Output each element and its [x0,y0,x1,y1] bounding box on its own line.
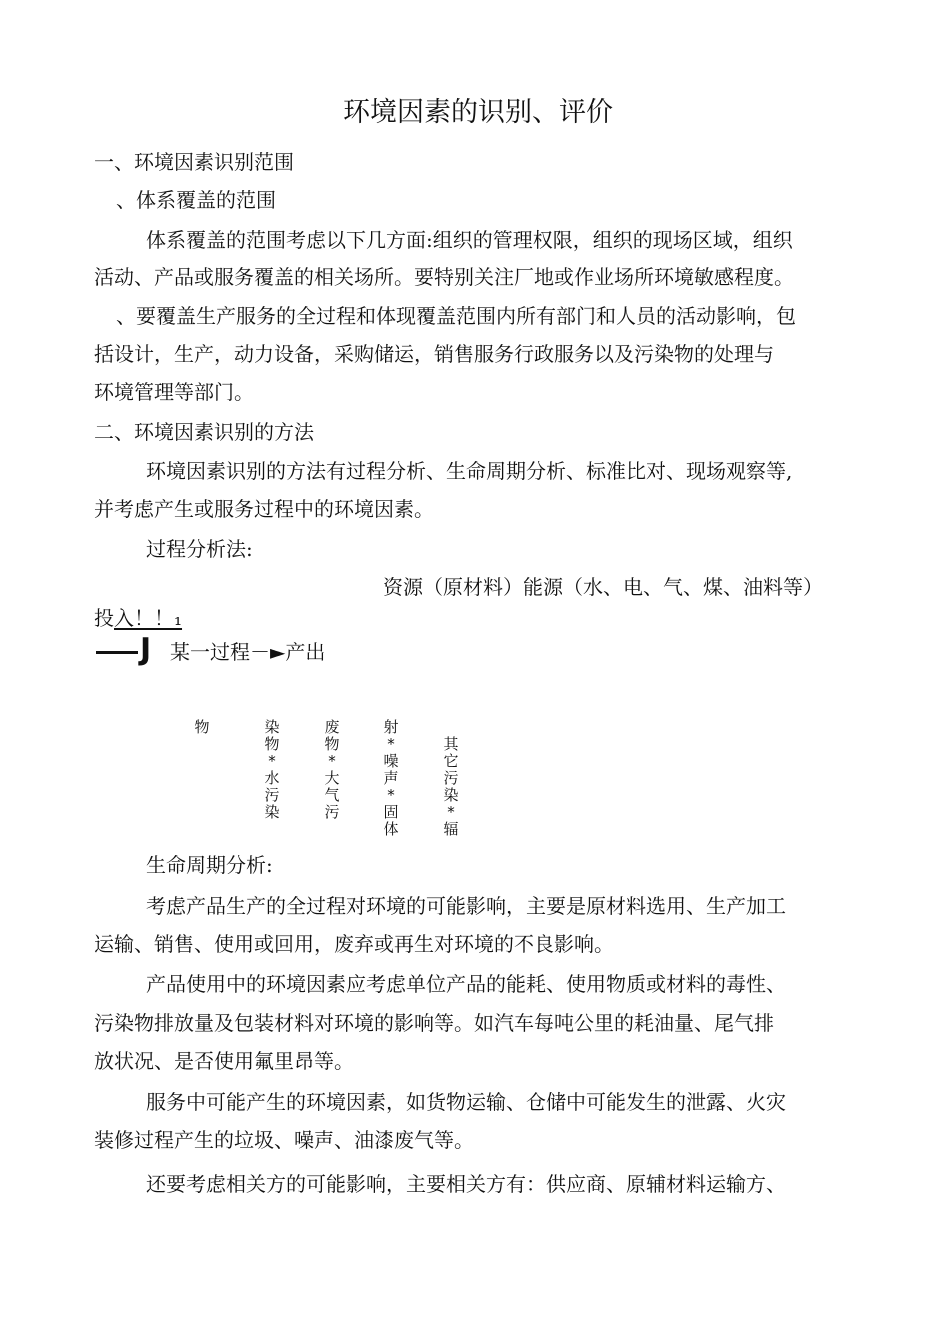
input-underlined: 入！！₁ [114,606,183,630]
paragraph-6-line-1: 服务中可能产生的环境因素，如货物运输、仓储中可能发生的泄露、火灾 [146,1090,786,1114]
paragraph-2-line-3: 环境管理等部门。 [94,380,254,404]
lifecycle-label: 生命周期分析: [146,853,273,877]
resources-line: 资源（原材料）能源（水、电、气、煤、油料等） [383,575,823,599]
flow-j: J [140,632,152,667]
vertical-column-4: 射 * 噪 声 * 固 体 [383,718,399,838]
paragraph-6-line-2: 装修过程产生的垃圾、噪声、油漆废气等。 [94,1128,474,1152]
paragraph-2-line-1: 、要覆盖生产服务的全过程和体现覆盖范围内所有部门和人员的活动影响，包 [116,304,796,328]
paragraph-1-line-1: 体系覆盖的范围考虑以下几方面:组织的管理权限，组织的现场区域，组织 [146,228,793,252]
paragraph-5-line-2: 污染物排放量及包装材料对环境的影响等。如汽车每吨公里的耗油量、尾气排 [94,1011,774,1035]
vertical-column-1: 物 [194,718,210,736]
flow-dash [96,651,138,654]
paragraph-5-line-3: 放状况、是否使用氟里昂等。 [94,1049,354,1073]
flow-process-output: 某一过程－►产出 [170,640,326,664]
paragraph-7-line-1: 还要考虑相关方的可能影响，主要相关方有：供应商、原辅材料运输方、 [146,1172,786,1196]
paragraph-1-line-2: 活动、产品或服务覆盖的相关场所。要特别关注厂地或作业场所环境敏感程度。 [94,265,794,289]
paragraph-3-line-2: 并考虑产生或服务过程中的环境因素。 [94,497,434,521]
process-analysis-label: 过程分析法: [146,537,253,561]
input-prefix: 投 [94,606,114,630]
paragraph-4-line-1: 考虑产品生产的全过程对环境的可能影响，主要是原材料选用、生产加工 [146,894,786,918]
input-line [94,606,182,630]
paragraph-5-line-1: 产品使用中的环境因素应考虑单位产品的能耗、使用物质或材料的毒性、 [146,972,786,996]
section-1-subheading: 、体系覆盖的范围 [116,188,276,212]
section-2-heading: 二、环境因素识别的方法 [94,420,314,444]
paragraph-4-line-2: 运输、销售、使用或回用，废弃或再生对环境的不良影响。 [94,932,614,956]
vertical-column-5: 其 它 污 染 * 辐 [443,735,459,838]
vertical-column-3: 废 物 * 大 气 污 [324,718,340,821]
document-title: 环境因素的识别、评价 [343,97,613,128]
paragraph-2-line-2: 括设计，生产，动力设备，采购储运，销售服务行政服务以及污染物的处理与 [94,342,774,366]
vertical-column-2: 染 物 * 水 污 染 [264,718,280,821]
section-1-heading: 一、环境因素识别范围 [94,150,294,174]
paragraph-3-line-1: 环境因素识别的方法有过程分析、生命周期分析、标准比对、现场观察等, [146,459,793,483]
